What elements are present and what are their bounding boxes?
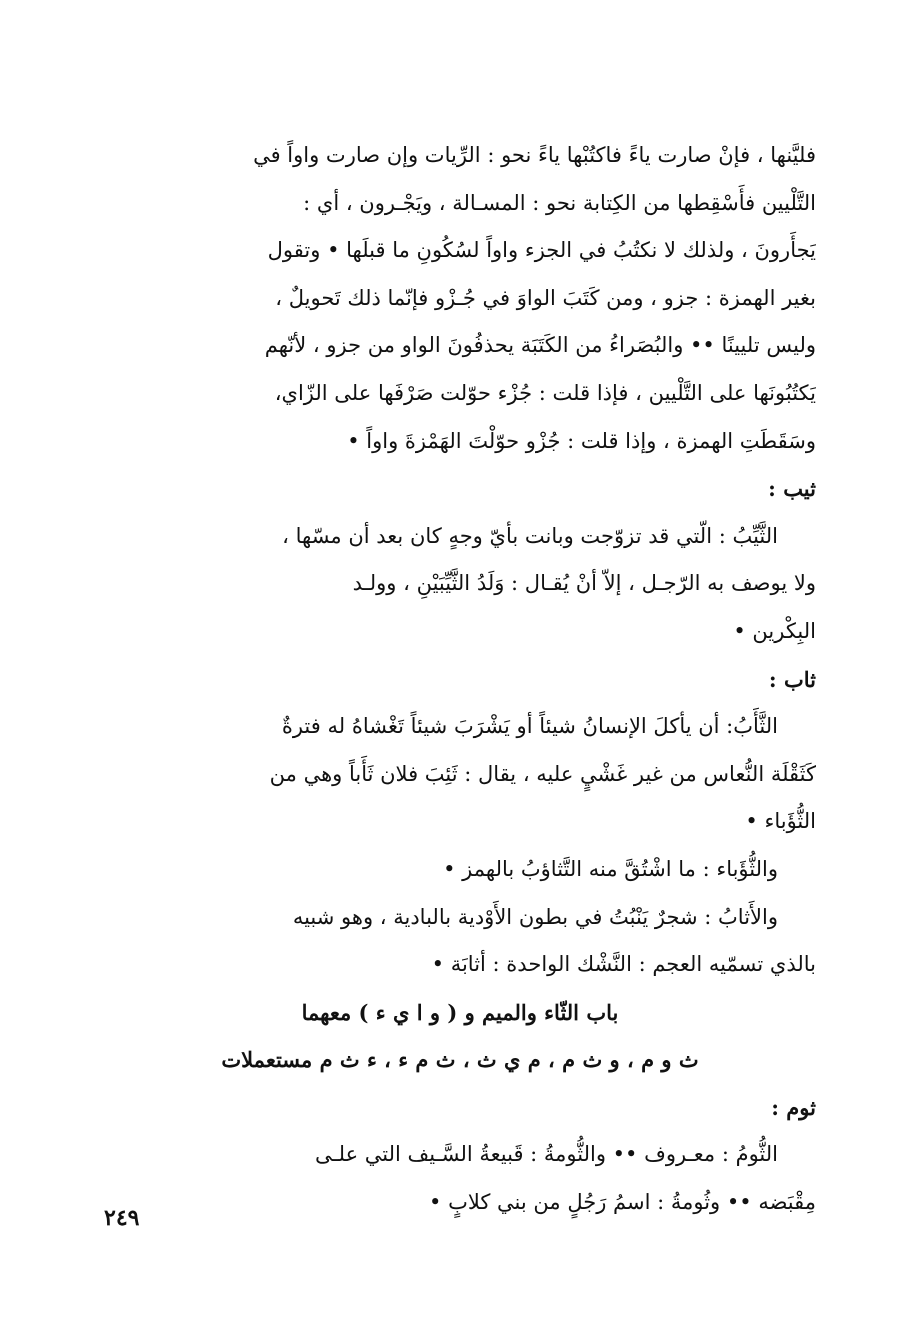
text-line: كَثَقْلَة النُّعاس من غير غَشْيٍ عليه ، يقال : ثَئِبَ فلان ثَأَباً وهي من [269,761,816,786]
text-line: الثَّيِّبُ : الّتي قد تزوّجت وبانت بأيّ وجهٍ كان بعد أن مسّها ، [282,523,778,548]
text-line: بغير الهمزة : جزو ، ومن كَتَبَ الواوَ في جُـزْو فإنّما ذلك تَحويلٌ ، [275,285,816,310]
text-line: يَجأَرونَ ، ولذلك لا نكتُبُ في الجزء واواً لسُكُونِ ما قبلَها • وتقول [267,238,816,263]
text-line: التَّلْيين فأَسْقِطها من الكِتابة نحو : المسـالة ، ويَجْـرون ، أي : [303,190,816,215]
text-line: بالذي تسمّيه العجم : النَّشْك الواحدة : أثابَة • [431,952,816,977]
text-line: الثُّؤَباء • [745,809,816,834]
text-line: يَكتُبُونَها على التَّلْيين ، فإذا قلت : جُزْء حوّلت صَرْفَها على الزّاي، [274,380,816,405]
entry-heading-thayyib: ثيب : [768,476,816,502]
text-line: الثَّأَبُ: أن يأكلَ الإنسانُ شيئاً أو يَشْرَبَ شيئاً تَغْشاهُ له فترةٌ [281,714,778,739]
text-line: وليس تليينًا •• والبُصَراءُ من الكَتَبَة يحذفُونَ الواو من جزو ، لأنّهم [264,333,816,358]
chapter-title: باب الثّاء والميم و ( و ا ي ء ) معهما [301,999,619,1025]
entry-heading-thawm: ثوم : [771,1094,816,1120]
text-line: والثُّؤَباء : ما اشْتُقَّ منه التَّثاؤبُ بالهمز • [443,856,778,881]
text-line: البِكْرين • [733,618,816,643]
text-line: مِقْبَضه •• وثُومةُ : اسمُ رَجُلٍ من بني كلابٍ • [429,1190,816,1215]
text-line: ولا يوصف به الرّجـل ، إلاّ أنْ يُقـال : وَلَدُ الثَّيِّبَيْنِ ، وولـد [352,571,816,596]
page-text [104,132,816,1227]
text-line: فليَّنها ، فإنْ صارت ياءً فاكتُبْها ياءً نحو : الرِّيات وإن صارت واواً في [253,143,816,167]
text-line: الثُّومُ : معـروف •• والثُّومةُ : قَبيعةُ السَّـيف التي علـى [314,1142,778,1167]
page-number: ٢٤٩ [104,1205,140,1231]
chapter-subtitle: ث و م ، و ث م ، م ي ث ، ث م ء ، ء ث م مستعملات [221,1047,699,1073]
text-line: والأَثابُ : شجرٌ يَنْبُتُ في بطون الأَوْدية بالبادية ، وهو شبيه [292,904,778,929]
entry-heading-thaab: ثاب : [768,666,816,692]
text-line: وسَقَطَتِ الهمزة ، وإذا قلت : جُزْو حوّلْتَ الهَمْزةَ واواً • [347,428,816,453]
